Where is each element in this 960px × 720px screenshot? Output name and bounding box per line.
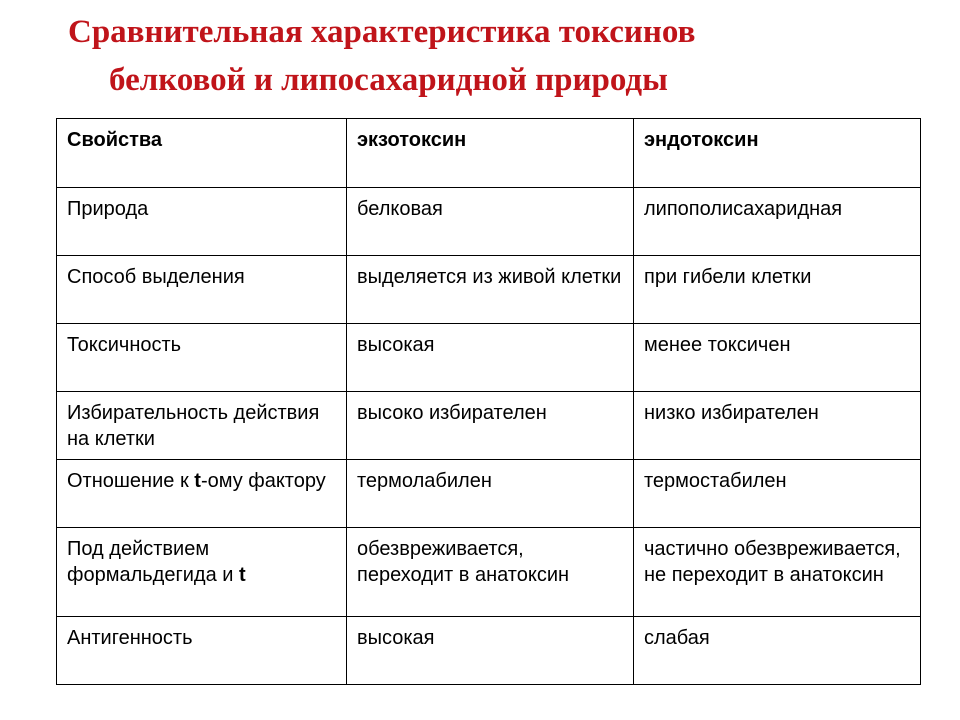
endotoxin-cell: слабая [634, 617, 921, 685]
endotoxin-cell: термостабилен [634, 460, 921, 528]
table-row [57, 617, 921, 685]
property-cell: Токсичность [57, 324, 347, 392]
exotoxin-cell: обезвреживается, переходит в анатоксин [347, 528, 634, 617]
property-cell: Природа [57, 188, 347, 256]
title-line-2: белковой и липосахаридной природы [109, 62, 668, 98]
endotoxin-cell: липополисахаридная [634, 188, 921, 256]
endotoxin-cell: низко избирателен [634, 392, 921, 460]
table-row [57, 324, 921, 392]
property-cell: Избирательность действия на клетки [57, 392, 347, 460]
header-exotoxin: экзотоксин [347, 119, 634, 188]
table-row [57, 188, 921, 256]
exotoxin-cell: выделяется из живой клетки [347, 256, 634, 324]
property-cell: Антигенность [57, 617, 347, 685]
table-row [57, 392, 921, 460]
property-cell [57, 460, 347, 528]
property-text: -ому фактору [200, 470, 326, 492]
property-symbol-t: t [239, 564, 246, 586]
property-text: Отношение к [67, 470, 195, 492]
header-properties: Свойства [57, 119, 347, 188]
endotoxin-cell: при гибели клетки [634, 256, 921, 324]
header-endotoxin: эндотоксин [634, 119, 921, 188]
comparison-table [56, 118, 921, 685]
title-line-1: Сравнительная характеристика токсинов [68, 14, 696, 50]
endotoxin-cell: менее токсичен [634, 324, 921, 392]
page-title [0, 8, 960, 104]
exotoxin-cell: высокая [347, 324, 634, 392]
property-symbol-t: t [194, 470, 201, 492]
exotoxin-cell: белковая [347, 188, 634, 256]
endotoxin-cell: частично обезвреживается, не переходит в анатоксин [634, 528, 921, 617]
table-row [57, 256, 921, 324]
exotoxin-cell: высокая [347, 617, 634, 685]
table-row [57, 460, 921, 528]
exotoxin-cell: высоко избирателен [347, 392, 634, 460]
table-header-row [57, 119, 921, 188]
property-text: Под действием формальдегида и [67, 538, 240, 586]
exotoxin-cell: термолабилен [347, 460, 634, 528]
property-cell: Способ выделения [57, 256, 347, 324]
table-row [57, 528, 921, 617]
property-cell [57, 528, 347, 617]
